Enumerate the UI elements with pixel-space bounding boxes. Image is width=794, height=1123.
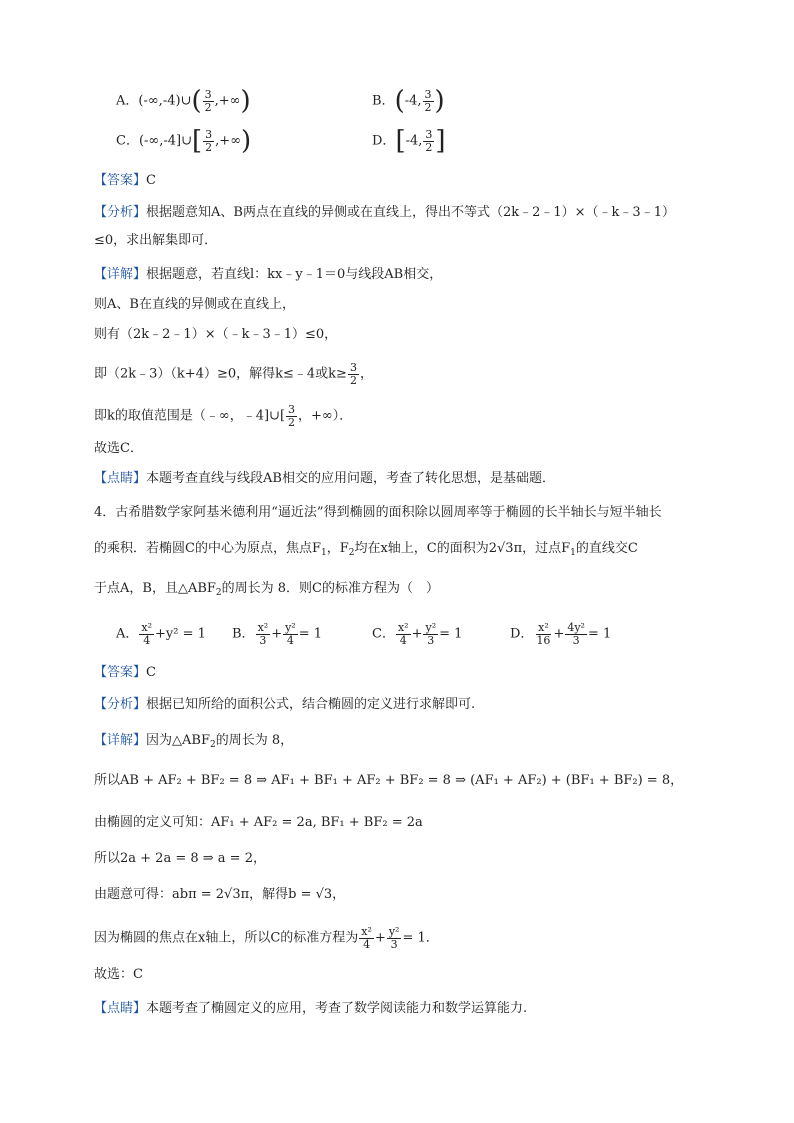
numerator: x²: [257, 621, 269, 634]
denominator: 2: [349, 373, 357, 387]
denominator: 4: [399, 633, 407, 647]
analysis-text: 根据题意知A、B两点在直线的异侧或在直线上，得出不等式（2k﹣2﹣1）×（﹣k﹣3﹣1）: [146, 205, 675, 220]
comment-tag: 【点睛】: [94, 1001, 147, 1016]
denominator: 4: [363, 937, 371, 951]
option-label: A．: [116, 626, 139, 642]
fraction: [348, 362, 359, 386]
subscript: 1: [320, 548, 327, 558]
answer-line: [94, 174, 156, 187]
analysis-tag: 【分析】: [94, 205, 147, 220]
denominator: 2: [204, 100, 212, 114]
q4-detail-line-3: 由椭圆的定义可知：AF₁ + AF₂ = 2a, BF₁ + BF₂ = 2a: [94, 815, 423, 830]
numerator: x²: [141, 621, 153, 634]
option-label: B．: [232, 626, 255, 642]
detail-tag: 【详解】: [94, 733, 147, 748]
detail-line-4: [94, 362, 373, 386]
detail-line-2: 则A、B在直线的异侧或在直线上，: [94, 297, 295, 312]
detail-text: 根据题意，若直线l：kx﹣y﹣1＝0与线段AB相交，: [146, 267, 443, 282]
option-text: +y² = 1: [155, 626, 206, 642]
subscript: 2: [348, 548, 355, 558]
bracket: ): [241, 126, 252, 156]
q4-option-a: [116, 622, 206, 646]
q4-detail-line-7: 故选：C: [94, 967, 143, 982]
detail-line-1: [94, 268, 442, 281]
numerator: x²: [397, 621, 409, 634]
detail-text: 即k的取值范围是（﹣∞，﹣4]∪[: [94, 408, 286, 424]
fraction: [203, 89, 214, 113]
fraction: [387, 926, 402, 950]
answer-value: C: [146, 665, 156, 680]
fraction: [396, 622, 411, 646]
option-text: = 1: [439, 626, 463, 642]
denominator: 16: [536, 633, 551, 647]
q4-answer-line: [94, 666, 156, 679]
option-c: [116, 128, 251, 154]
detail-text: 因为△ABF: [146, 733, 210, 748]
stem-text: 的乘积．若椭圆C的中心为原点，焦点F: [94, 541, 321, 556]
denominator: 2: [205, 140, 213, 154]
stem-text: 均在x轴上，C的面积为2√3π，过点F: [354, 541, 571, 556]
option-d: [372, 128, 446, 154]
detail-tag: 【详解】: [94, 267, 147, 282]
option-text: (-∞,-4)∪: [138, 93, 192, 109]
option-text: = 1: [587, 626, 612, 642]
numerator: x²: [538, 621, 549, 634]
comment-text: 本题考查直线与线段AB相交的应用问题，考查了转化思想，是基础题．: [146, 471, 555, 486]
option-a: [116, 88, 251, 114]
fraction: [139, 622, 154, 646]
answer-value: C: [146, 173, 156, 188]
denominator: 3: [390, 937, 398, 951]
comment-text: 本题考查了椭圆定义的应用，考查了数学阅读能力和数学运算能力.: [146, 1001, 528, 1016]
fraction: [423, 622, 438, 646]
q4-stem-2: [94, 542, 638, 558]
detail-line-5: [94, 404, 352, 428]
numerator: 3: [205, 127, 213, 141]
numerator: 3: [204, 87, 212, 101]
answer-tag: 【答案】: [94, 665, 147, 680]
q4-detail-line-2: 所以AB + AF₂ + BF₂ = 8 ⇒ AF₁ + BF₁ + AF₂ + BF₂ = 8 ⇒ (AF₁ + AF₂) + (BF₁ + BF₂) = 8，: [94, 773, 684, 788]
fraction: [534, 622, 552, 646]
subscript: 2: [215, 588, 222, 598]
bracket: ): [240, 86, 251, 116]
q4-detail-line-1: [94, 734, 293, 750]
option-label: D．: [510, 626, 534, 642]
option-label: C．: [372, 626, 395, 642]
denominator: 4: [286, 633, 294, 647]
fraction: [286, 404, 297, 428]
fraction: [256, 622, 271, 646]
option-text: = 1: [298, 626, 323, 642]
comment-tag: 【点睛】: [94, 471, 147, 486]
option-text: (-∞,-4]∪: [138, 133, 193, 149]
numerator: 3: [425, 127, 433, 141]
option-label: C．: [116, 133, 139, 149]
detail-text: 的周长为 8，: [215, 733, 294, 748]
fraction: [423, 129, 434, 153]
bracket: ]: [435, 126, 446, 156]
numerator: 4y²: [567, 621, 585, 634]
bracket: (: [394, 86, 405, 116]
option-label: B．: [372, 93, 395, 109]
answer-tag: 【答案】: [94, 173, 147, 188]
denominator: 3: [427, 633, 435, 647]
bracket: [: [192, 126, 203, 156]
detail-line-6: 故选C．: [94, 441, 143, 456]
q4-detail-line-4: 所以2a + 2a = 8 ⇒ a = 2，: [94, 851, 266, 866]
option-b: [372, 88, 445, 114]
bracket: (: [191, 86, 202, 116]
stem-text: 的周长为 8．则C的标准方程为（ ）: [221, 581, 439, 596]
q4-analysis-line: [94, 698, 475, 711]
q4-detail-line-5: 由题意可得：abπ = 2√3π，解得b = √3，: [94, 887, 346, 902]
comment-line: [94, 472, 555, 485]
numerator: y²: [285, 621, 296, 634]
option-label: A．: [116, 93, 139, 109]
detail-text: 即（2k﹣3）（k+4）≥0，解得k≤﹣4或k≥: [94, 366, 347, 382]
denominator: 2: [425, 140, 433, 154]
q4-stem-1: 4．古希腊数学家阿基米德利用“逼近法”得到椭圆的面积除以圆周率等于椭圆的长半轴长与短半轴长: [94, 505, 662, 520]
numerator: y²: [388, 925, 400, 938]
numerator: 3: [424, 87, 432, 101]
q4-stem-3: [94, 582, 439, 598]
detail-line-3: 则有（2k﹣2﹣1）×（﹣k﹣3﹣1）≤0，: [94, 327, 338, 342]
detail-text: ，: [359, 366, 373, 382]
option-text: ,+∞: [215, 133, 242, 149]
analysis-line-2: ≤0，求出解集即可．: [94, 233, 218, 248]
subscript: 2: [209, 740, 216, 750]
detail-text: = 1．: [402, 930, 439, 946]
denominator: 4: [143, 633, 151, 647]
bracket: ): [434, 86, 445, 116]
denominator: 2: [288, 415, 296, 429]
bracket: [: [395, 126, 406, 156]
fraction: [565, 622, 587, 646]
detail-text: 因为椭圆的焦点在x轴上，所以C的标准方程为: [94, 930, 359, 946]
q4-option-b: B． $\frac{\text{x²}}{3}$ + $\frac{\text{y²}}{4}$ = 1: [232, 621, 323, 647]
analysis-line-1: [94, 206, 675, 219]
q4-option-d: D． $\frac{\text{x²}}{16}$ + $\frac{\text{4y²}}{3}$ = 1: [510, 621, 612, 647]
numerator: 3: [288, 403, 296, 416]
fraction: [423, 89, 434, 113]
fraction: [359, 926, 374, 950]
option-label: D．: [372, 133, 396, 149]
denominator: 2: [424, 100, 432, 114]
numerator: x²: [361, 925, 372, 938]
option-text: ,+∞: [214, 93, 241, 109]
denominator: 3: [259, 633, 267, 647]
stem-text: 于点A，B，且△ABF: [94, 581, 216, 596]
subscript: 1: [570, 548, 576, 558]
denominator: 3: [572, 633, 580, 647]
q4-comment-line: [94, 1002, 527, 1015]
option-text: -4,: [404, 93, 422, 109]
analysis-text: 根据已知所给的面积公式，结合椭圆的定义进行求解即可.: [146, 697, 476, 712]
detail-text: ，+∞）．: [298, 408, 353, 424]
numerator: y²: [425, 621, 437, 634]
analysis-tag: 【分析】: [94, 697, 147, 712]
fraction: [283, 622, 298, 646]
stem-text: ，F: [326, 541, 349, 556]
q4-option-c: C． $\frac{\text{x²}}{4}$ + $\frac{\text{y²}}{3}$ = 1: [372, 621, 463, 647]
q4-detail-line-6: 因为椭圆的焦点在x轴上，所以C的标准方程为 $\frac{\text{x²}}{4}$ + $\frac{\text{y²}}{3}$ = 1．: [94, 925, 439, 951]
fraction: [203, 129, 214, 153]
numerator: 3: [349, 361, 357, 374]
stem-text: 的直线交C: [575, 541, 638, 556]
option-text: -4,: [405, 133, 423, 149]
